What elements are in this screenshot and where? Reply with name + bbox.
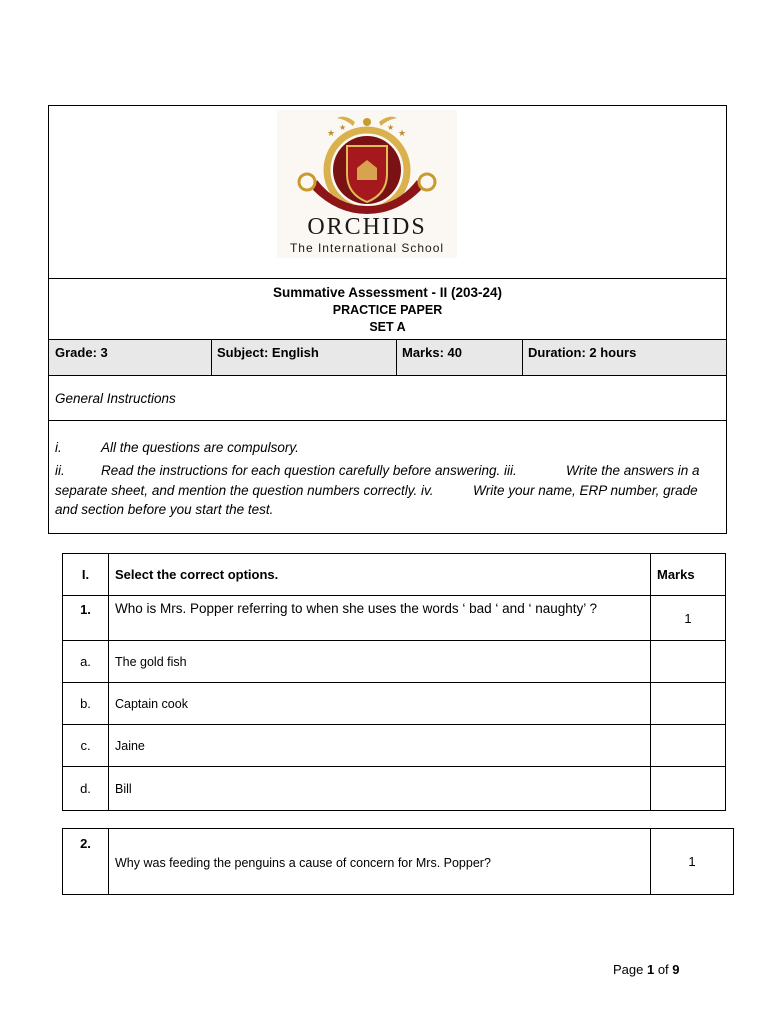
instruction-number: i. (55, 440, 62, 455)
logo-tagline: The International School (289, 241, 445, 255)
school-logo (277, 110, 457, 258)
divider (522, 339, 523, 375)
question-number: 1. (63, 596, 109, 641)
instruction-text: All the questions are compulsory. (101, 440, 299, 455)
question-table-2 (62, 828, 734, 895)
divider (49, 420, 726, 421)
section-number: I. (63, 554, 109, 596)
instruction-text: Write the answers in a (566, 463, 700, 478)
option-marks-cell (651, 683, 726, 725)
question-table-section1 (62, 553, 726, 811)
page-total: 9 (672, 962, 680, 977)
option-marks-cell (651, 641, 726, 683)
logo-wordmark: ORCHIDS (307, 214, 427, 240)
divider (211, 339, 212, 375)
paper-type: PRACTICE PAPER (332, 303, 443, 317)
table-header-row (63, 554, 726, 596)
option-row (63, 767, 726, 811)
question-marks: 1 (651, 829, 734, 895)
instruction-text: and section before you start the test. (55, 502, 274, 517)
option-row (63, 641, 726, 683)
instruction-text: Read the instructions for each question carefully before answering. iii. (101, 463, 517, 478)
option-letter: b. (63, 683, 109, 725)
page-of: of (654, 962, 673, 977)
duration-label: Duration: 2 hours (528, 345, 637, 360)
svg-text:★: ★ (398, 128, 407, 138)
marks-label: Marks: 40 (402, 345, 462, 360)
subject-label: Subject: English (217, 345, 319, 360)
svg-text:★: ★ (387, 123, 395, 132)
instruction-number: ii. (55, 463, 65, 478)
option-text: Captain cook (109, 683, 651, 725)
marks-header: Marks (651, 554, 726, 596)
question-text: Why was feeding the penguins a cause of concern for Mrs. Popper? (109, 829, 651, 895)
grade-label: Grade: 3 (55, 345, 108, 360)
page-number (613, 962, 680, 977)
instructions-heading: General Instructions (55, 391, 176, 406)
svg-text:★: ★ (339, 123, 347, 132)
option-row (63, 683, 726, 725)
page-prefix: Page (613, 962, 647, 977)
divider (49, 375, 726, 376)
divider (49, 278, 726, 279)
assessment-title: Summative Assessment - II (203-24) (272, 285, 503, 300)
header-box (48, 105, 727, 534)
option-row (63, 725, 726, 767)
option-letter: a. (63, 641, 109, 683)
instruction-text: separate sheet, and mention the question numbers correctly. iv. (55, 483, 434, 498)
question-number: 2. (63, 829, 109, 895)
option-text: Bill (109, 767, 651, 811)
option-marks-cell (651, 767, 726, 811)
question-row (63, 596, 726, 641)
divider (49, 339, 726, 340)
instruction-text: Write your name, ERP number, grade (473, 483, 698, 498)
option-text: The gold fish (109, 641, 651, 683)
question-marks: 1 (651, 596, 726, 641)
option-letter: d. (63, 767, 109, 811)
option-text: Jaine (109, 725, 651, 767)
option-letter: c. (63, 725, 109, 767)
question-row (63, 829, 734, 895)
question-text: Who is Mrs. Popper referring to when she uses the words ‘ bad ‘ and ‘ naughty’ ? (109, 596, 651, 641)
page-current: 1 (646, 962, 655, 977)
section-heading: Select the correct options. (109, 554, 651, 596)
option-marks-cell (651, 725, 726, 767)
divider (396, 339, 397, 375)
svg-text:★: ★ (327, 128, 336, 138)
paper-set: SET A (369, 320, 406, 334)
